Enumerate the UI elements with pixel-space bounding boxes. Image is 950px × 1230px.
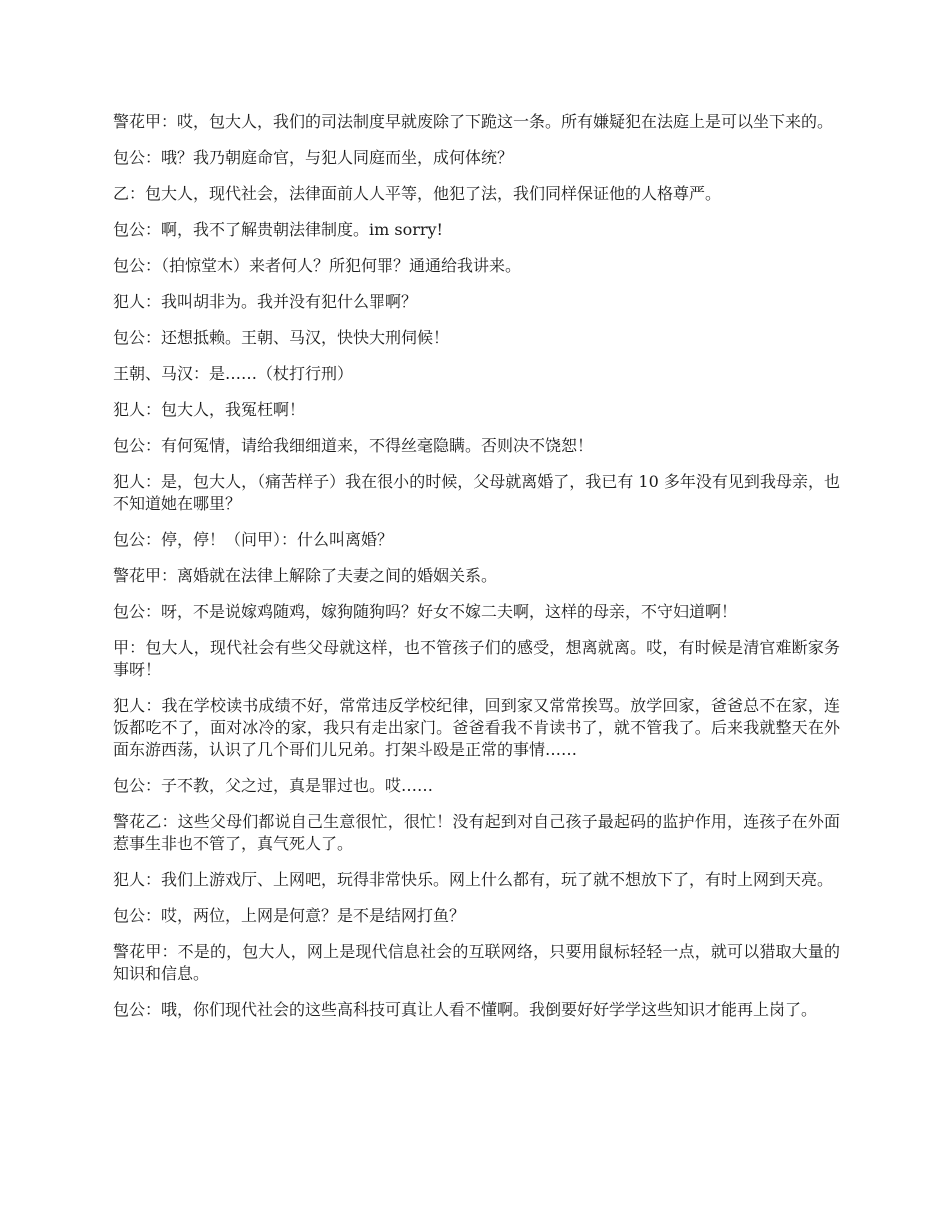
dialogue-paragraph: 包公：哎，两位，上网是何意？是不是结网打鱼？ [113,906,466,925]
dialogue-paragraph: 甲：包大人，现代社会有些父母就这样，也不管孩子们的感受，想离就离。哎，有时候是清官难断家务事呀！ [113,638,840,679]
dialogue-paragraph: 犯人：我们上游戏厅、上网吧，玩得非常快乐。网上什么都有，玩了就不想放下了，有时上网到天亮。 [113,870,834,889]
dialogue-paragraph: 包公：还想抵赖。王朝、马汉，快快大刑伺候！ [113,328,450,347]
dialogue-paragraph: 包公：啊，我不了解贵朝法律制度。im sorry! [113,220,443,239]
dialogue-paragraph: 警花甲：不是的，包大人，网上是现代信息社会的互联网络，只要用鼠标轻轻一点，就可以猎取大量的知识和信息。 [113,942,840,983]
dialogue-paragraph: 犯人：包大人，我冤枉啊！ [113,400,306,419]
dialogue-paragraph: 王朝、马汉：是……（杖打行刑） [113,364,354,383]
dialogue-paragraph: 包公：呀，不是说嫁鸡随鸡，嫁狗随狗吗？好女不嫁二夫啊，这样的母亲，不守妇道啊！ [113,602,738,621]
dialogue-paragraph: 包公：有何冤情，请给我细细道来，不得丝毫隐瞒。否则决不饶恕！ [113,436,594,455]
dialogue-paragraph: 包公：停，停！（问甲）：什么叫离婚？ [113,530,394,549]
dialogue-paragraph: 警花甲：哎，包大人，我们的司法制度早就废除了下跪这一条。所有嫌疑犯在法庭上是可以坐下来的。 [113,112,834,131]
document-body [113,111,840,1035]
dialogue-paragraph: 乙：包大人，现代社会，法律面前人人平等，他犯了法，我们同样保证他的人格尊严。 [113,184,722,203]
dialogue-paragraph: 包公：哦？我乃朝庭命官，与犯人同庭而坐，成何体统？ [113,148,514,167]
dialogue-paragraph: 犯人：我在学校读书成绩不好，常常违反学校纪律，回到家又常常挨骂。放学回家，爸爸总不在家，连饭都吃不了，面对冰冷的家，我只有走出家门。爸爸看我不肯读书了，就不管我了。后来我就整天在外面东游西荡，认识了几个哥们儿兄弟。打架斗殴是正常的事情…… [113,696,840,759]
dialogue-paragraph: 犯人：我叫胡非为。我并没有犯什么罪啊？ [113,292,418,311]
dialogue-paragraph: 包公：哦，你们现代社会的这些高科技可真让人看不懂啊。我倒要好好学学这些知识才能再上岗了。 [113,1000,818,1019]
dialogue-paragraph: 包公：（拍惊堂木）来者何人？所犯何罪？通通给我讲来。 [113,256,522,275]
dialogue-paragraph: 包公：子不教，父之过，真是罪过也。哎…… [113,776,434,795]
dialogue-paragraph: 犯人：是，包大人，（痛苦样子）我在很小的时候，父母就离婚了，我已有 10 多年没有见到我母亲，也不知道她在哪里？ [113,472,840,513]
dialogue-paragraph: 警花甲：离婚就在法律上解除了夫妻之间的婚姻关系。 [113,566,498,585]
dialogue-paragraph: 警花乙：这些父母们都说自己生意很忙，很忙！没有起到对自己孩子最起码的监护作用，连孩子在外面惹事生非也不管了，真气死人了。 [113,812,840,853]
